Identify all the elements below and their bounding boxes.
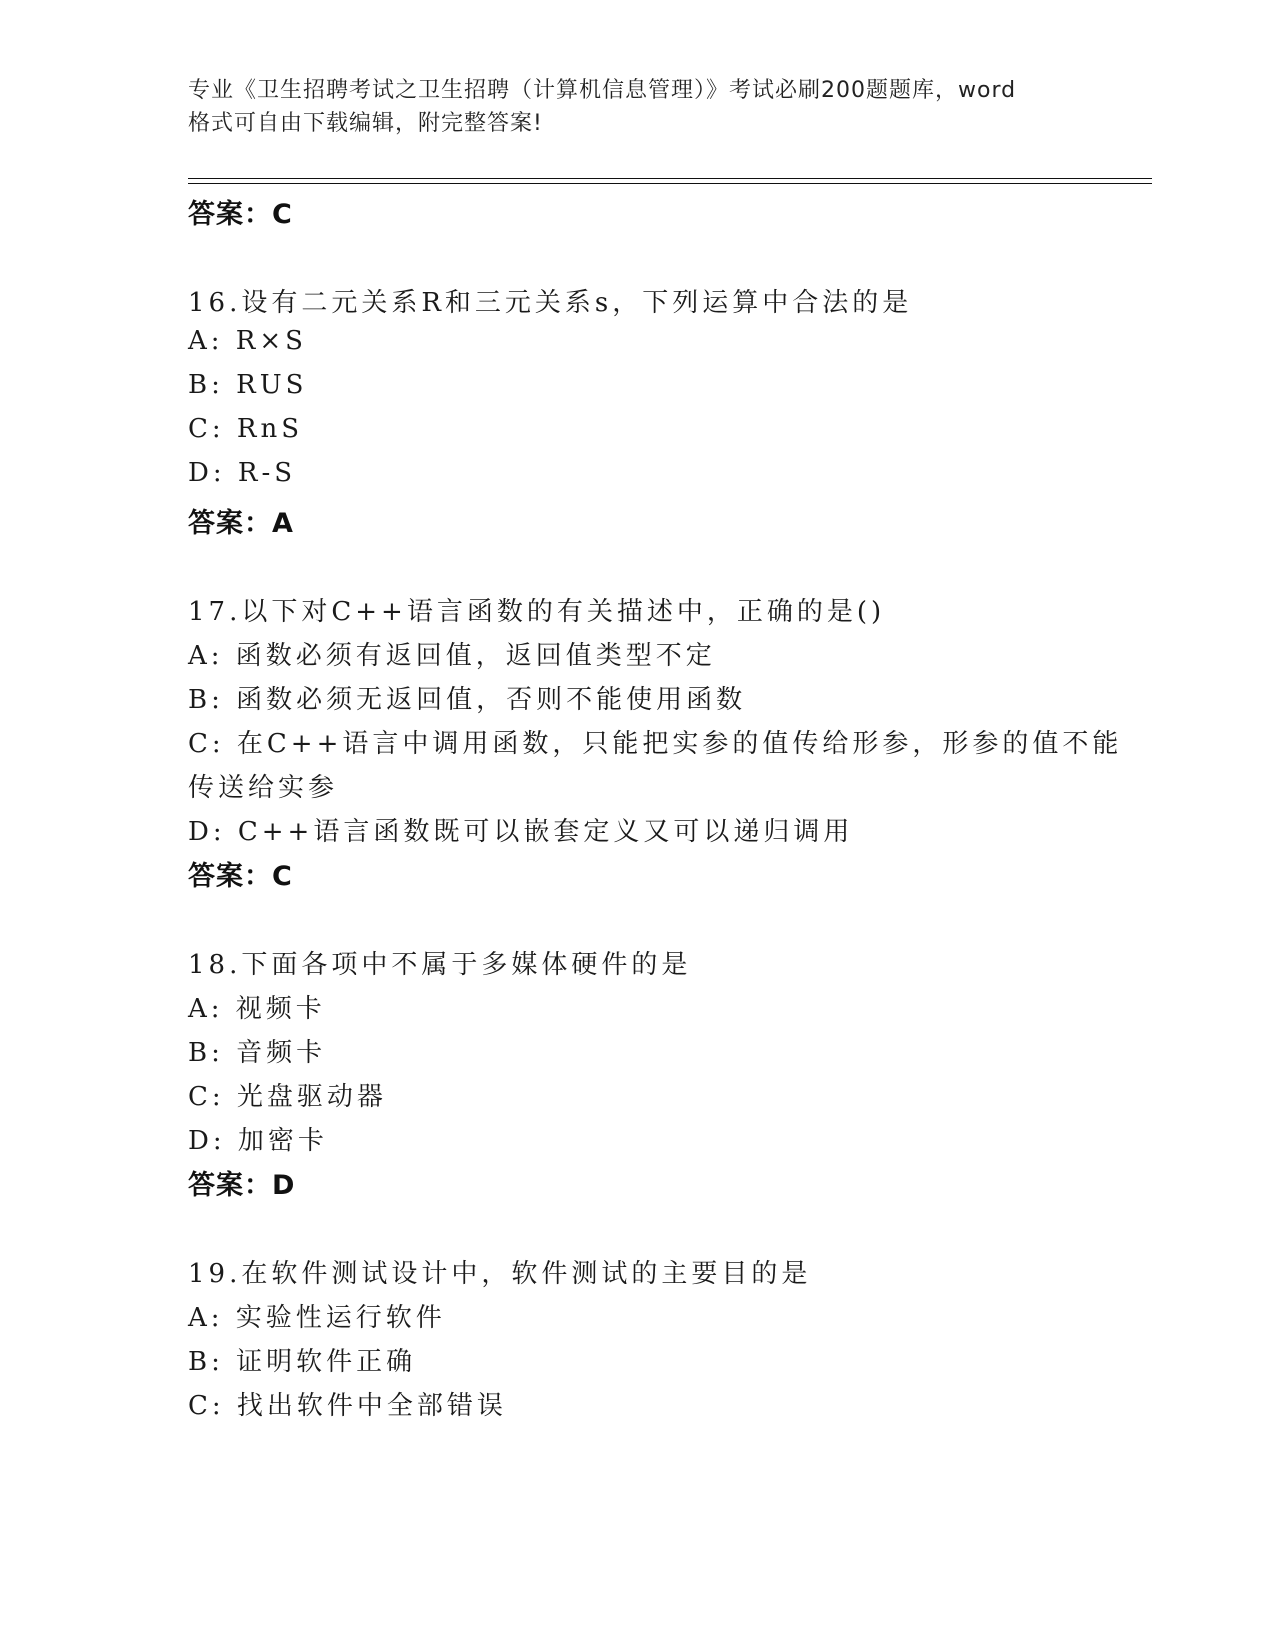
question-19-option-c: C: 找出软件中全部错误 xyxy=(188,1391,507,1421)
question-19-option-b: B: 证明软件正确 xyxy=(188,1347,417,1377)
header-rule-top xyxy=(188,178,1152,179)
question-17-option-a: A: 函数必须有返回值，返回值类型不定 xyxy=(188,641,716,671)
question-16-option-a: A: R×S xyxy=(188,326,307,356)
question-18-option-a: A: 视频卡 xyxy=(188,994,326,1024)
question-16-stem: 16.设有二元关系R和三元关系s，下列运算中合法的是 xyxy=(188,288,913,318)
question-19-option-a: A: 实验性运行软件 xyxy=(188,1303,446,1333)
question-18-option-d: D: 加密卡 xyxy=(188,1126,328,1156)
answer-15: 答案：C xyxy=(188,199,293,230)
answer-17: 答案：C xyxy=(188,861,293,892)
question-16-option-b: B: RUS xyxy=(188,370,308,400)
header-line-2: 格式可自由下载编辑，附完整答案! xyxy=(188,111,543,136)
document-header xyxy=(188,74,1088,140)
question-18-stem: 18.下面各项中不属于多媒体硬件的是 xyxy=(188,950,692,980)
header-line-1: 专业《卫生招聘考试之卫生招聘（计算机信息管理）》考试必刷200题题库，word xyxy=(188,78,1017,103)
question-18-option-b: B: 音频卡 xyxy=(188,1038,327,1068)
question-16-option-d: D: R-S xyxy=(188,458,297,488)
answer-16: 答案：A xyxy=(188,508,294,539)
question-17-option-c-line-1: C: 在C++语言中调用函数，只能把实参的值传给形参，形参的值不能 xyxy=(188,729,1123,759)
answer-18: 答案：D xyxy=(188,1170,296,1201)
question-17-option-b: B: 函数必须无返回值，否则不能使用函数 xyxy=(188,685,747,715)
header-rule-bottom xyxy=(188,183,1152,184)
question-17-option-d: D: C++语言函数既可以嵌套定义又可以递归调用 xyxy=(188,817,854,847)
question-17-stem: 17.以下对C++语言函数的有关描述中，正确的是() xyxy=(188,597,886,627)
question-16-option-c: C: RnS xyxy=(188,414,304,444)
question-18-option-c: C: 光盘驱动器 xyxy=(188,1082,387,1112)
question-19-stem: 19.在软件测试设计中，软件测试的主要目的是 xyxy=(188,1259,812,1289)
question-17-option-c-line-2: 传送给实参 xyxy=(188,773,339,803)
